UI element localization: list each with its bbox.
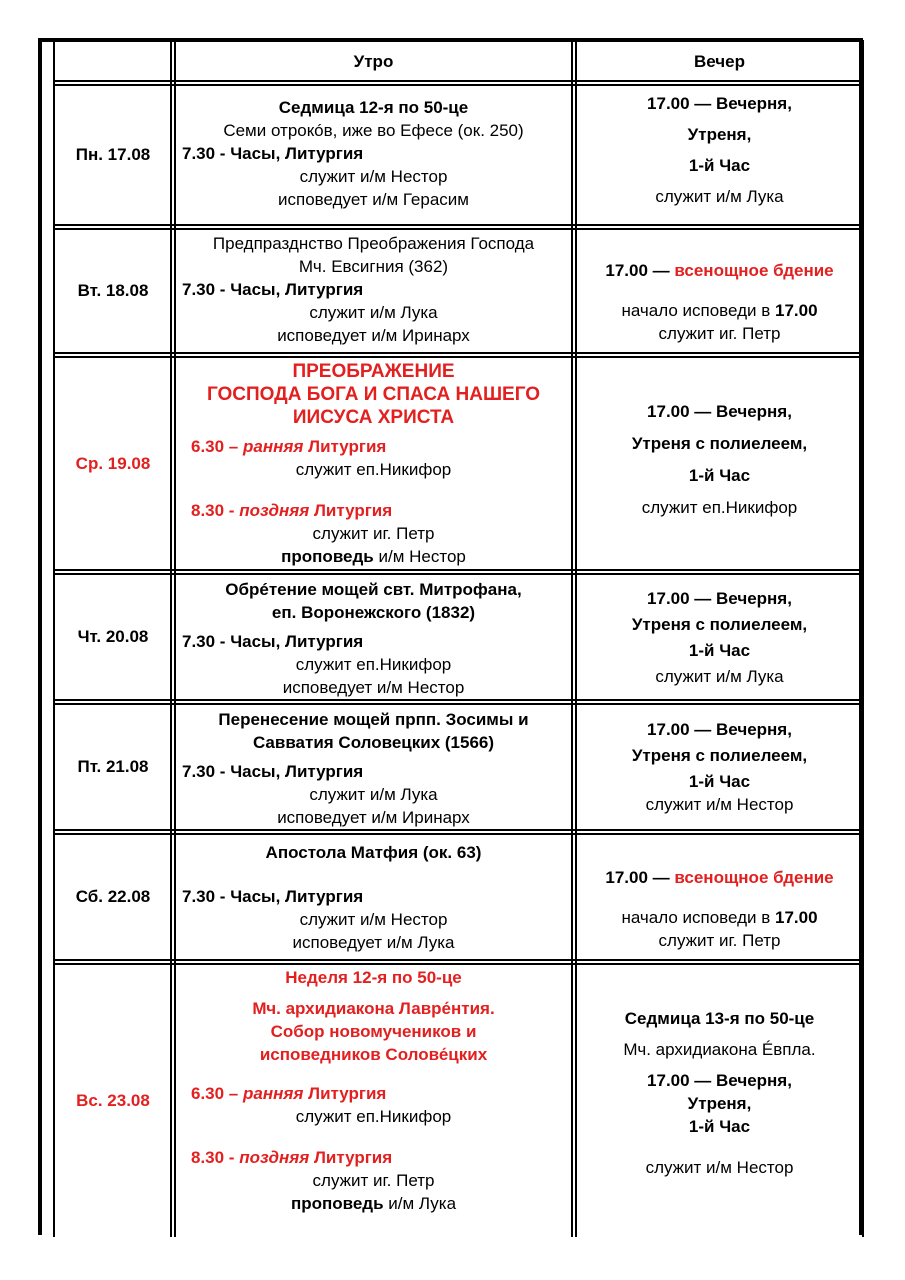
time: 6.30 – (191, 1084, 239, 1103)
late-liturgy (176, 499, 571, 522)
saint-name: Мч. архидиакона Éвпла. (623, 1040, 816, 1059)
serves: служит иг. Петр (658, 324, 781, 343)
evening-service: 1-й Час (688, 641, 751, 660)
confessor: исповедует и/м Нестор (282, 678, 465, 697)
morning-cell (176, 841, 571, 954)
service-time: 7.30 - Часы, Литургия (182, 144, 364, 163)
row-day: Пн. 17.08 (75, 145, 151, 164)
service-time: 7.30 - Часы, Литургия (182, 887, 364, 906)
evening-time: 17.00 — Вечерня, (647, 1071, 792, 1090)
evening-time: 17.00 — Вечерня, (647, 402, 792, 421)
serves: служит и/м Нестор (645, 1158, 794, 1177)
confession-time: 17.00 (775, 301, 818, 320)
evening-cell (577, 259, 862, 345)
serves: служит и/м Лука (655, 187, 784, 206)
morning-cell (176, 578, 571, 699)
serves: служит иг. Петр (312, 524, 435, 543)
evening-time (577, 866, 862, 889)
service-time: 7.30 - Часы, Литургия (182, 762, 364, 781)
feast-title: Апостола Матфия (ок. 63) (265, 843, 482, 862)
serves: служит еп.Никифор (295, 460, 452, 479)
serves: служит и/м Лука (309, 303, 438, 322)
evening-service: 1-й Час (688, 156, 751, 175)
header-evening: Вечер (693, 52, 746, 71)
service-time: 7.30 - Часы, Литургия (182, 280, 364, 299)
sermon-label: проповедь (281, 547, 374, 566)
serves: служит и/м Нестор (299, 167, 448, 186)
vigil: всенощное бдение (674, 868, 834, 887)
time: 8.30 - (191, 1148, 235, 1167)
evening-cell (577, 1007, 862, 1179)
evening-service: Утреня, (687, 1094, 752, 1113)
divider (571, 40, 573, 1237)
feast-title: исповедников Солове́цких (259, 1045, 488, 1064)
confessor: исповедует и/м Иринарх (277, 326, 470, 345)
early-label: ранняя (243, 437, 304, 456)
evening-service: Утреня с полиелеем, (631, 615, 808, 634)
divider (862, 40, 864, 1237)
evening-cell (577, 88, 862, 212)
divider (170, 40, 172, 1237)
feast-title: Перенесение мощей прпп. Зосимы и (218, 710, 529, 729)
serves: служит еп.Никифор (295, 1107, 452, 1126)
evening-time (577, 259, 862, 282)
vigil: всенощное бдение (674, 261, 834, 280)
confession-start (577, 299, 862, 322)
confession-time: 17.00 (775, 908, 818, 927)
feast-title: ПРЕОБРАЖЕНИЕ (292, 361, 455, 382)
sermon (176, 545, 571, 568)
row-day: Сб. 22.08 (75, 887, 151, 906)
feast-title: еп. Воронежского (1832) (271, 603, 476, 622)
row-day: Чт. 20.08 (77, 627, 149, 646)
feast-title: Мч. архидиакона Лавре́нтия. (252, 999, 495, 1018)
time: 17.00 — (605, 261, 670, 280)
evening-service: 1-й Час (688, 1117, 751, 1136)
serves: служит иг. Петр (658, 931, 781, 950)
evening-cell (577, 586, 862, 690)
evening-service: 1-й Час (688, 772, 751, 791)
divider (53, 40, 55, 1237)
serves: служит еп.Никифор (641, 498, 798, 517)
time: 8.30 - (191, 501, 235, 520)
time: 6.30 – (191, 437, 239, 456)
row-day: Вс. 23.08 (76, 1091, 150, 1110)
evening-cell (577, 866, 862, 952)
feast-title: Обрéтение мощей свт. Митрофана, (225, 580, 522, 599)
morning-cell (176, 966, 571, 1215)
early-liturgy (176, 435, 571, 458)
confession-label: начало исповеди в (621, 908, 771, 927)
feast-title: Неделя 12-я по 50-це (285, 968, 462, 987)
late-label: поздняя (239, 501, 310, 520)
late-liturgy (176, 1146, 571, 1169)
evening-time: 17.00 — Вечерня, (647, 720, 792, 739)
evening-cell (577, 717, 862, 815)
header-morning: Утро (353, 52, 394, 71)
liturgy: Литургия (313, 1148, 393, 1167)
morning-cell (176, 96, 571, 211)
feast-title: Седмица 13-я по 50-це (624, 1009, 815, 1028)
row-day: Вт. 18.08 (77, 281, 149, 300)
evening-service: 1-й Час (688, 466, 751, 485)
preacher: и/м Лука (388, 1194, 457, 1213)
sermon (176, 1192, 571, 1215)
sermon-label: проповедь (290, 1194, 384, 1213)
feast-title: Седмица 12-я по 50-це (278, 98, 469, 117)
liturgy: Литургия (313, 501, 393, 520)
early-liturgy (176, 1082, 571, 1105)
morning-cell (176, 232, 571, 347)
evening-time: 17.00 — Вечерня, (647, 94, 792, 113)
time: 17.00 — (605, 868, 670, 887)
confessor: исповедует и/м Герасим (278, 190, 469, 209)
row-day: Пт. 21.08 (77, 757, 149, 776)
row-day: Ср. 19.08 (75, 453, 151, 473)
liturgy: Литургия (308, 437, 387, 456)
saint-name: Мч. Евсигния (362) (298, 257, 449, 276)
serves: служит еп.Никифор (295, 655, 452, 674)
evening-service: Утреня с полиелеем, (631, 434, 808, 453)
morning-cell (176, 708, 571, 829)
confession-start (577, 906, 862, 929)
early-label: ранняя (243, 1084, 304, 1103)
liturgy: Литургия (308, 1084, 387, 1103)
morning-cell (176, 360, 571, 568)
serves: служит и/м Лука (309, 785, 438, 804)
preacher: и/м Нестор (378, 547, 466, 566)
serves: служит и/м Лука (655, 667, 784, 686)
feast-title: Собор новомучеников и (270, 1022, 477, 1041)
serves: служит и/м Нестор (645, 795, 794, 814)
confession-label: начало исповеди в (621, 301, 771, 320)
serves: служит и/м Нестор (299, 910, 448, 929)
feast-title: ГОСПОДА БОГА И СПАСА НАШЕГО (206, 384, 541, 405)
late-label: поздняя (239, 1148, 310, 1167)
serves: служит иг. Петр (312, 1171, 435, 1190)
service-time: 7.30 - Часы, Литургия (182, 632, 364, 651)
evening-cell (577, 396, 862, 524)
evening-time: 17.00 — Вечерня, (647, 589, 792, 608)
feast-title: Савватия Соловецких (1566) (252, 733, 495, 752)
evening-service: Утреня с полиелеем, (631, 746, 808, 765)
feast-title: ИИСУСА ХРИСТА (292, 407, 455, 428)
evening-service: Утреня, (687, 125, 752, 144)
saint-name: Семи отрокóв, иже во Ефесе (ок. 250) (223, 121, 524, 140)
confessor: исповедует и/м Иринарх (277, 808, 470, 827)
feast-title: Предпразднство Преображения Господа (212, 234, 535, 253)
confessor: исповедует и/м Лука (292, 933, 455, 952)
